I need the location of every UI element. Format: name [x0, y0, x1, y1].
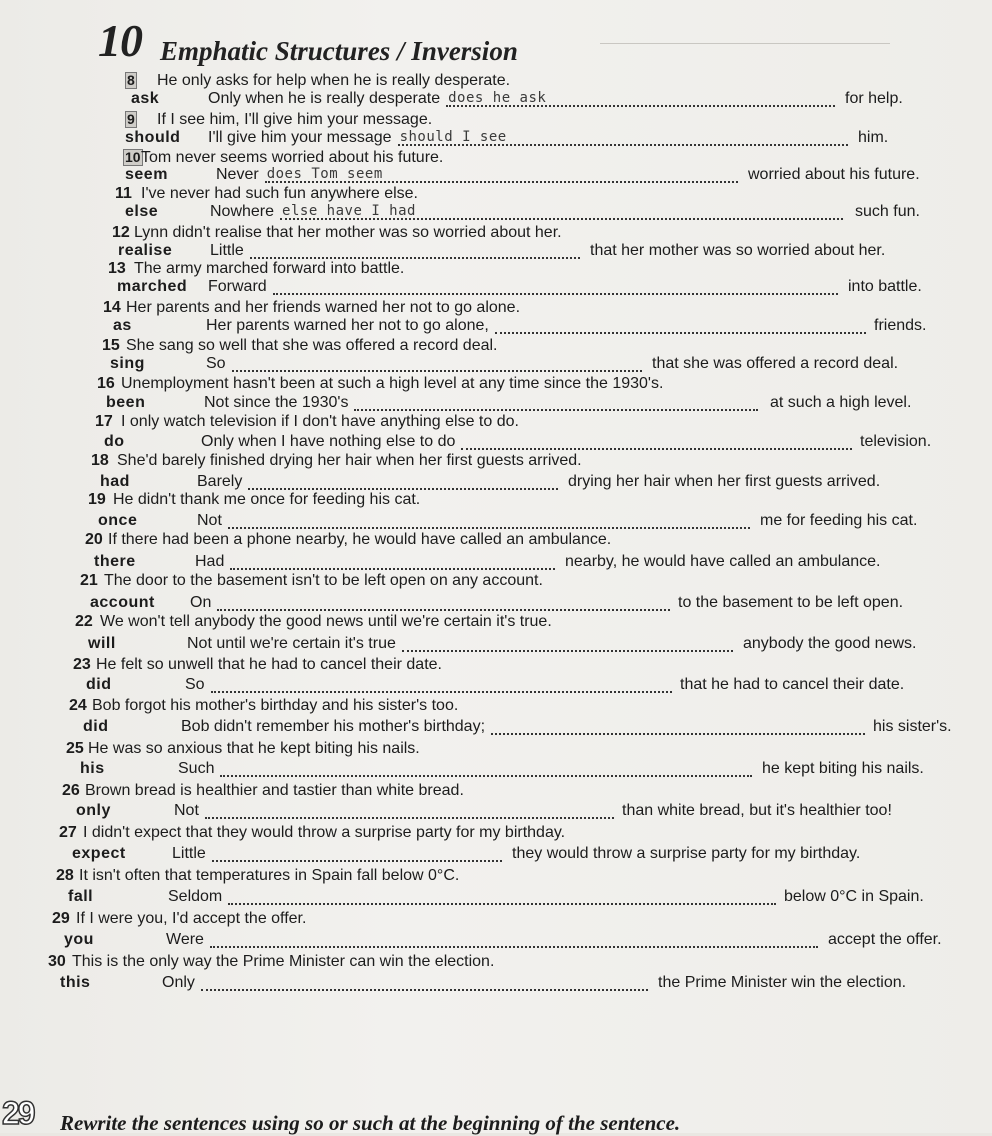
item-sentence-start: Were — [166, 931, 204, 948]
item-sentence-start: Only — [162, 974, 195, 991]
item-sentence-row — [0, 656, 992, 678]
item-sentence-start: So — [185, 676, 205, 693]
answer-line[interactable] — [250, 257, 580, 259]
item-keyword: this — [60, 974, 91, 991]
item-sentence-row — [0, 867, 992, 889]
item-sentence-end: me for feeding his cat. — [760, 512, 918, 529]
item-sentence: If I see him, I'll give him your message. — [157, 111, 433, 128]
item-sentence: It isn't often that temperatures in Spain fall below 0°C. — [79, 867, 460, 884]
item-sentence: Lynn didn't realise that her mother was so worried about her. — [134, 224, 562, 241]
item-sentence: Her parents and her friends warned her not to go alone. — [126, 299, 521, 316]
answer-line[interactable] — [273, 293, 838, 295]
header-divider — [600, 43, 890, 44]
item-number: 25 — [66, 740, 84, 757]
item-transformation-row — [0, 355, 992, 377]
item-sentence: Brown bread is healthier and tastier than white bread. — [85, 782, 464, 799]
item-sentence-start: On — [190, 594, 212, 611]
item-number: 20 — [85, 531, 103, 548]
item-keyword: fall — [68, 888, 94, 905]
item-sentence-row — [0, 824, 992, 846]
item-sentence-row — [0, 910, 992, 932]
item-number: 24 — [69, 697, 87, 714]
item-number: 10 — [125, 149, 141, 165]
item-sentence: If I were you, I'd accept the offer. — [76, 910, 307, 927]
item-transformation-row — [0, 129, 992, 151]
answer-line[interactable] — [217, 609, 670, 611]
item-number: 14 — [103, 299, 121, 316]
item-sentence-end: that he had to cancel their date. — [680, 676, 905, 693]
item-transformation-row — [0, 888, 992, 910]
item-sentence: He only asks for help when he is really desperate. — [157, 72, 511, 89]
item-transformation-row — [0, 317, 992, 339]
item-sentence-end: drying her hair when her first guests arrived. — [568, 473, 881, 490]
item-sentence-row — [0, 531, 992, 553]
item-sentence: He didn't thank me once for feeding his cat. — [113, 491, 421, 508]
item-number: 18 — [91, 452, 109, 469]
answer-line[interactable] — [210, 946, 818, 948]
item-transformation-row — [0, 635, 992, 657]
item-sentence-start: Not until we're certain it's true — [187, 635, 396, 652]
item-transformation-row — [0, 931, 992, 953]
item-sentence-end: accept the offer. — [828, 931, 942, 948]
answer-line[interactable] — [212, 860, 502, 862]
item-sentence-start: Her parents warned her not to go alone, — [206, 317, 489, 334]
item-transformation-row — [0, 845, 992, 867]
item-keyword: there — [94, 553, 136, 570]
item-number: 15 — [102, 337, 120, 354]
item-sentence-row — [0, 452, 992, 474]
item-transformation-row — [0, 802, 992, 824]
handwritten-answer: does he ask — [448, 90, 547, 106]
handwritten-answer: should I see — [399, 129, 507, 145]
item-sentence: He felt so unwell that he had to cancel their date. — [96, 656, 442, 673]
item-sentence-start: Only when he is really desperate — [208, 90, 441, 107]
item-number: 27 — [59, 824, 77, 841]
item-keyword: sing — [110, 355, 145, 372]
item-number: 11 — [115, 185, 132, 202]
item-sentence-row — [0, 697, 992, 719]
unit-number: 10 — [98, 15, 142, 66]
item-sentence-row — [0, 782, 992, 804]
item-sentence-start: Bob didn't remember his mother's birthday; — [181, 718, 486, 735]
item-number: 8 — [127, 72, 135, 88]
answer-line[interactable] — [228, 527, 750, 529]
item-number: 9 — [127, 111, 135, 127]
item-sentence-end: friends. — [874, 317, 927, 334]
item-sentence-end: into battle. — [848, 278, 922, 295]
item-sentence-end: to the basement to be left open. — [678, 594, 904, 611]
item-keyword: you — [64, 931, 94, 948]
item-sentence-start: Had — [195, 553, 225, 570]
item-number: 28 — [56, 867, 74, 884]
item-sentence-start: Never — [216, 166, 259, 183]
item-sentence-start: Nowhere — [210, 203, 275, 220]
item-number: 19 — [88, 491, 106, 508]
item-sentence-end: the Prime Minister win the election. — [658, 974, 907, 991]
answer-line[interactable] — [402, 650, 733, 652]
item-keyword: been — [106, 394, 146, 411]
item-keyword: marched — [117, 278, 188, 295]
item-sentence: I didn't expect that they would throw a surprise party for my birthday. — [83, 824, 566, 841]
item-number: 26 — [62, 782, 80, 799]
item-sentence: The door to the basement isn't to be left open on any account. — [104, 572, 543, 589]
answer-line[interactable] — [495, 332, 866, 334]
answer-line[interactable] — [248, 488, 558, 490]
item-sentence: I've never had such fun anywhere else. — [141, 185, 418, 202]
item-sentence-end: than white bread, but it's healthier too! — [622, 802, 892, 819]
item-sentence-start: Little — [210, 242, 244, 259]
item-number: 13 — [108, 260, 126, 277]
item-number: 23 — [73, 656, 91, 673]
item-sentence-end: anybody the good news. — [743, 635, 917, 652]
item-keyword: do — [104, 433, 125, 450]
item-keyword: had — [100, 473, 130, 490]
item-sentence-start: Only when I have nothing else to do — [201, 433, 456, 450]
item-number: 16 — [97, 375, 115, 392]
item-number: 12 — [112, 224, 130, 241]
item-sentence-start: Not — [174, 802, 199, 819]
item-sentence: If there had been a phone nearby, he would have called an ambulance. — [108, 531, 612, 548]
item-sentence-start: Seldom — [168, 888, 223, 905]
answer-line[interactable] — [228, 903, 776, 905]
item-keyword: should — [125, 129, 181, 146]
next-exercise-instruction: Rewrite the sentences using so or such at the beginning of the sentence. — [60, 1111, 681, 1135]
answer-line[interactable] — [211, 691, 672, 693]
item-keyword: once — [98, 512, 138, 529]
item-sentence: Tom never seems worried about his future. — [141, 149, 444, 166]
item-sentence-end: him. — [858, 129, 889, 146]
answer-line[interactable] — [232, 370, 642, 372]
item-sentence-end: at such a high level. — [770, 394, 912, 411]
unit-title: Emphatic Structures / Inversion — [160, 36, 518, 66]
item-sentence: The army marched forward into battle. — [134, 260, 405, 277]
item-sentence-end: he kept biting his nails. — [762, 760, 924, 777]
item-keyword: expect — [72, 845, 126, 862]
answer-line[interactable] — [220, 775, 752, 777]
item-keyword: only — [76, 802, 111, 819]
item-sentence-end: nearby, he would have called an ambulance. — [565, 553, 881, 570]
answer-line[interactable] — [461, 448, 852, 450]
item-sentence-start: Not — [197, 512, 222, 529]
item-sentence-start: I'll give him your message — [208, 129, 392, 146]
item-sentence-row — [0, 613, 992, 635]
item-sentence-end: television. — [860, 433, 932, 450]
item-sentence-start: Forward — [208, 278, 267, 295]
item-number: 21 — [80, 572, 98, 589]
item-sentence: She sang so well that she was offered a record deal. — [126, 337, 498, 354]
item-sentence-end: worried about his future. — [748, 166, 920, 183]
item-sentence-row — [0, 491, 992, 513]
item-transformation-row — [0, 676, 992, 698]
item-keyword: account — [90, 594, 155, 611]
item-sentence-row — [0, 740, 992, 762]
answer-line[interactable] — [205, 817, 614, 819]
item-keyword: his — [80, 760, 105, 777]
item-transformation-row — [0, 278, 992, 300]
item-sentence: This is the only way the Prime Minister can win the election. — [72, 953, 495, 970]
item-keyword: did — [83, 718, 109, 735]
item-keyword: realise — [118, 242, 173, 259]
handwritten-answer: else have I had — [282, 203, 416, 219]
item-sentence: Unemployment hasn't been at such a high level at any time since the 1930's. — [121, 375, 664, 392]
next-exercise-number: 29 — [2, 1095, 34, 1131]
item-sentence-start: Barely — [197, 473, 243, 490]
item-keyword: as — [113, 317, 132, 334]
item-sentence-start: So — [206, 355, 226, 372]
item-sentence: Bob forgot his mother's birthday and his sister's too. — [92, 697, 459, 714]
item-sentence-end: they would throw a surprise party for my birthday. — [512, 845, 861, 862]
item-sentence-end: for help. — [845, 90, 903, 107]
item-sentence-start: Little — [172, 845, 206, 862]
item-keyword: seem — [125, 166, 168, 183]
item-transformation-row — [0, 974, 992, 996]
item-keyword: else — [125, 203, 159, 220]
item-sentence-row — [0, 572, 992, 594]
item-transformation-row — [0, 90, 992, 112]
item-sentence: We won't tell anybody the good news until we're certain it's true. — [100, 613, 552, 630]
answer-line[interactable] — [491, 733, 865, 735]
item-number: 17 — [95, 413, 113, 430]
item-keyword: will — [88, 635, 116, 652]
item-sentence: He was so anxious that he kept biting his nails. — [88, 740, 420, 757]
item-sentence-end: such fun. — [855, 203, 920, 220]
item-transformation-row — [0, 718, 992, 740]
answer-line[interactable] — [230, 568, 555, 570]
item-sentence-end: that her mother was so worried about her. — [590, 242, 886, 259]
item-sentence-row — [0, 413, 992, 435]
item-sentence-end: below 0°C in Spain. — [784, 888, 924, 905]
item-sentence-start: Such — [178, 760, 215, 777]
item-sentence: I only watch television if I don't have anything else to do. — [121, 413, 519, 430]
item-sentence-start: Not since the 1930's — [204, 394, 349, 411]
item-sentence-end: his sister's. — [873, 718, 952, 735]
item-transformation-row — [0, 203, 992, 225]
item-transformation-row — [0, 760, 992, 782]
item-keyword: ask — [131, 90, 160, 107]
handwritten-answer: does Tom seem — [266, 166, 383, 182]
item-sentence: She'd barely finished drying her hair when her first guests arrived. — [117, 452, 582, 469]
answer-line[interactable] — [354, 409, 758, 411]
item-sentence-end: that she was offered a record deal. — [652, 355, 899, 372]
item-keyword: did — [86, 676, 112, 693]
item-number: 29 — [52, 910, 70, 927]
item-sentence-row — [0, 953, 992, 975]
item-number: 30 — [48, 953, 66, 970]
answer-line[interactable] — [201, 989, 648, 991]
item-number: 22 — [75, 613, 93, 630]
